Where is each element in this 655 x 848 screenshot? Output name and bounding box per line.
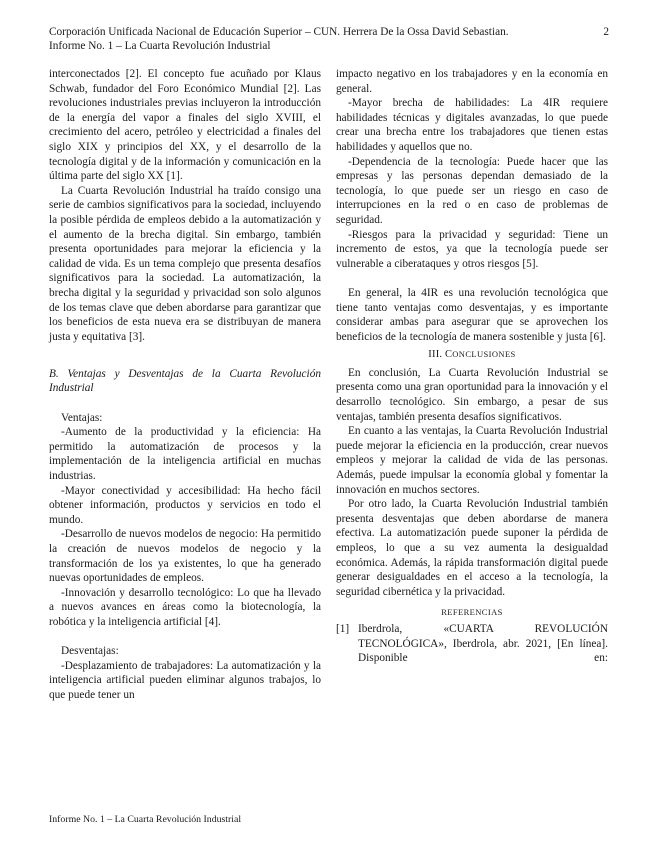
ventajas-label: Ventajas: — [61, 411, 103, 424]
header-line-1: Corporación Unificada Nacional de Educación Superior – CUN. Herrera De la Ossa David Sebastian. — [49, 26, 509, 38]
desventaja-item: -Dependencia de la tecnología: Puede hacer que las empresas y las personas dependan demasiado de la tecnología, lo que puede ser un riesgo en caso de interrupciones en la red o en caso de problemas de seguridad. — [336, 155, 608, 226]
right-column — [336, 67, 608, 666]
conclusion-paragraph-1: En conclusión, La Cuarta Revolución Industrial se presenta como una gran oportunidad para la innovación y el desarrollo tecnológico. Sin embargo, a pesar de sus ventajas, también presenta desafíos significativos. — [336, 366, 608, 423]
intro-paragraph-continued: interconectados [2]. El concepto fue acuñado por Klaus Schwab, fundador del Foro Económico Mundial [2]. Las revoluciones industriales previas incluyeron la introducción de la energía del vapor a finales del siglo XVIII, el crecimiento del acero, petróleo y electricidad a finales del siglo XIX y principios del XX, y el desarrollo de la tecnología digital y de la información y comunicación en la última parte del siglo XX [1]. — [49, 68, 321, 183]
conclusion-paragraph-3: Por otro lado, la Cuarta Revolución Industrial también presenta desventajas que deben abordarse de manera efectiva. La automatización puede suponer la pérdida de empleos, lo que a su vez aumenta la desigualdad económica. Además, la rápida transformación digital puede generar desigualdades en el acceso a la tecnología, la seguridad cibernética y la privacidad. — [336, 498, 608, 598]
reference-item — [336, 622, 608, 666]
reference-number: [1] — [336, 622, 350, 635]
reference-text: Iberdrola, «CUARTA REVOLUCIÓN TECNOLÓGICA», Iberdrola, abr. 2021, [En línea]. Disponible en: — [358, 622, 608, 665]
desventaja-item-continued: impacto negativo en los trabajadores y en la economía en general. — [336, 68, 608, 95]
general-paragraph: En general, la 4IR es una revolución tecnológica que tiene tanto ventajas como desventajas, y es importante considerar ambas para asegurar que se aprovechen los beneficios de la tecnología de manera sostenible y justa [6]. — [336, 286, 608, 343]
desventajas-label: Desventajas: — [61, 645, 119, 658]
desventaja-item: -Riesgos para la privacidad y seguridad: Tiene un incremento de estos, ya que la tecnología puede ser vulnerable a ciberataques y otros riesgos [5]. — [336, 228, 608, 270]
ventaja-item: -Aumento de la productividad y la eficiencia: Ha permitido la automatización de procesos y la implementación de la inteligencia artificial en muchas industrias. — [49, 426, 321, 483]
spacer — [336, 271, 608, 286]
ventaja-item: -Desarrollo de nuevos modelos de negocio: Ha permitido la creación de nuevos modelos de negocio y la transformación de los ya existentes, lo que ha generado nuevas oportunidades de empleos. — [49, 528, 321, 585]
spacer — [49, 630, 321, 645]
section-heading-conclusions: III. CONCLUSIONES — [428, 349, 516, 361]
header-line-2: Informe No. 1 – La Cuarta Revolución Industrial — [49, 40, 271, 52]
spacer — [49, 359, 321, 367]
spacer — [49, 344, 321, 359]
ventaja-item: -Innovación y desarrollo tecnológico: Lo que ha llevado a nuevos avances en áreas como la biotecnología, la robótica y la inteligencia artificial [4]. — [49, 586, 321, 628]
desventaja-item: -Mayor brecha de habilidades: La 4IR requiere habilidades técnicas y digitales avanzadas, lo que puede crear una brecha entre los trabajadores que tienen estas habilidades y aquellos que no. — [336, 97, 608, 153]
intro-paragraph-2: La Cuarta Revolución Industrial ha traído consigo una serie de cambios significativos para la sociedad, incluyendo la posible pérdida de empleos debido a la automatización y el aumento de la brecha digital. Sin embargo, también presenta oportunidades para mejorar la eficiencia y la calidad de vida. Es un tema complejo que presenta desafíos significativos para la sociedad. La automatización, la brecha digital y la seguridad y privacidad son solo algunos de los temas clave que deben abordarse para garantizar que los beneficios de esta nueva era se distribuyan de manera justa y equitativa [3]. — [49, 184, 321, 343]
conclusion-paragraph-2: En cuanto a las ventajas, la Cuarta Revolución Industrial puede mejorar la eficiencia en la producción, crear nuevos empleos y mejorar la calidad de vida de las personas. Además, puede impulsar la economía global y fomentar la innovación en muchos sectores. — [336, 425, 608, 496]
ventaja-item: -Mayor conectividad y accesibilidad: Ha hecho fácil obtener información, productos y servicios en todo el mundo. — [49, 484, 321, 526]
references-heading: REFERENCIAS — [441, 607, 503, 618]
left-column — [49, 67, 321, 703]
page-number: 2 — [603, 26, 609, 38]
page-header — [49, 25, 609, 53]
spacer — [49, 396, 321, 411]
desventaja-item: -Desplazamiento de trabajadores: La automatización y la inteligencia artificial pueden eliminar algunos trabajos, lo que puede tener un — [49, 659, 321, 701]
page-footer: Informe No. 1 – La Cuarta Revolución Industrial — [49, 814, 242, 825]
subsection-heading: B. Ventajas y Desventajas de la Cuarta Revolución Industrial — [49, 367, 321, 395]
